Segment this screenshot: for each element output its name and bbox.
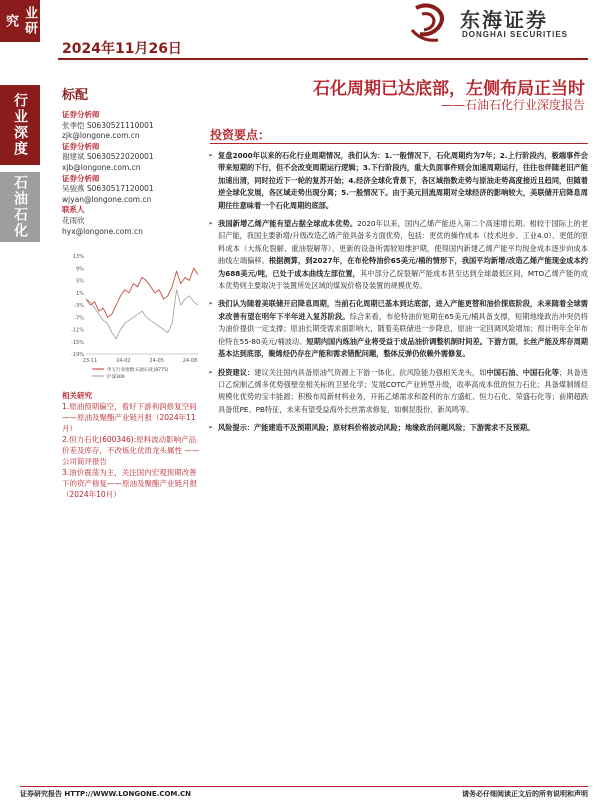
bullet-icon: ➢ [208, 368, 214, 376]
logo-text-en: DONGHAI SECURITIES [462, 30, 569, 39]
header-divider [58, 58, 588, 60]
analyst-name-id: 吴骏燕 S0630517120001 [62, 184, 154, 194]
analyst-entry [62, 174, 202, 206]
logo-text-cn: 东海证券 [460, 8, 548, 32]
bullet-icon: ➢ [208, 300, 214, 308]
point-bold: 复盘2000年以来的石化行业周期情况，我们认为：1.一般情况下，石化周期约为7年；2.上行阶段内，极端事件会带来短期的下行，但不会改变周期运行逻辑；3.下行阶段内，重大负面事件则会加速周期运行，往往也伴随老旧产能加速出清，同时拉近下一轮的复苏开始；4.经济全球化背景下，各区域指数走势与原油走势高度接近且趋同，但随着逆全球化发展，各区域走势出现分离；5.一般情况下。由于美元回流周期对全球经济的影响较大，美联储开启降息周期往往意味着一个石化周期的底部。 [218, 151, 588, 210]
legend-label: 申万行业指数:石油石化(8775) [107, 368, 169, 373]
analyst-email[interactable]: wjyan@longone.com.cn [62, 194, 152, 204]
analyst-email[interactable]: zjk@longone.com.cn [62, 131, 140, 141]
y-tick-label: 13% [72, 254, 84, 260]
footer-disclaimer: 请务必仔细阅读正文后的所有说明和声明 [462, 790, 588, 798]
analyst-email[interactable]: xjb@longone.com.cn [62, 162, 141, 172]
y-tick-label: -11% [71, 327, 84, 334]
point-bold-2: 短期内国内炼油产业将受益于成品油价调整机制时间差。下游方面，长丝产能及库存周期基本达到底部，聚烯烃仍存在产能和需求错配问题，整体反弹仍依赖外需修复。 [218, 336, 588, 359]
bullet-icon: ➢ [208, 424, 214, 432]
report-title: 石化周期已达底部，左侧布局正当时 [313, 79, 585, 99]
x-tick-label: 24-05 [149, 358, 164, 364]
analyst-role: 证券分析师 [62, 141, 100, 151]
analyst-name-id: 张季恺 S0630521110001 [62, 120, 154, 130]
performance-chart [60, 250, 202, 382]
point-bold: 我们认为随着美联储开启降息周期，当前石化周期已基本到达底部，进入产能更替和油价探底阶段，未来随着全球需求改善有望在明年下半年进入复苏阶段。 [218, 299, 588, 321]
point-text-2: 其中部分乙烷裂解产能成本甚至达到全球最低区间，MTO乙烯产能的成本优势则主要取决于装置所处区域的煤炭价格及装置的规模优势。 [218, 268, 588, 291]
left-sidebar [0, 0, 46, 800]
analyst-entry [62, 205, 202, 237]
related-research [62, 390, 202, 500]
footer-source: 证券研究报告 HTTP://WWW.LONGONE.COM.CN [20, 790, 192, 798]
invest-point [208, 367, 588, 417]
y-tick-label: 5% [76, 278, 84, 285]
footer-divider [20, 786, 588, 787]
invest-point [208, 422, 588, 434]
point-text-2: ；具备进口乙烷制乙烯多优势强壁垒相关标的卫星化学；发展COTC产业转型升级，收率高成本低的恒力石化；具备煤制烯烃规模化优势的宝丰能源；积极布局新材料业务，开拓乙烯需求和盈利的东方盛虹、恒力石化、荣盛石化等；前期超跌具备低PE、PB特征，未来有望受益海外长丝需求修复，如桐昆股份、新凤鸣等。 [218, 367, 588, 414]
sidebar-industry-tag: 石油石化 [0, 172, 40, 242]
series-line-1 [86, 290, 198, 339]
x-tick-label: 24-08 [182, 358, 198, 364]
contact-name: 花雨欣 [62, 215, 85, 225]
invest-points [208, 150, 588, 441]
series-line-0 [86, 268, 198, 317]
analyst-entry [62, 142, 202, 174]
contact-email[interactable]: hyx@longone.com.cn [62, 226, 143, 236]
sidebar-section-tag: 行业深度 [0, 85, 40, 165]
point-text: 综合来看，布伦特油价短期在65美元/桶具备支撑，短期地缘政治冲突仍将为油价提供一定支撑；原油长期受需求面影响大，随着美联储进一步降息，原油一定回调风险增加；预计明年全年布伦特在55-80美元/桶波动。 [218, 311, 588, 346]
point-bold-2: 中国石油、中国石化等 [486, 367, 560, 377]
bullet-icon: ➢ [208, 220, 214, 228]
report-date: 2024年11月26日 [62, 41, 182, 57]
invest-point [208, 298, 588, 360]
y-tick-label: -15% [71, 339, 84, 346]
y-tick-label: -7% [74, 315, 84, 322]
point-bold: 投资建议： [218, 367, 255, 377]
bullet-icon: ➢ [208, 152, 214, 159]
y-tick-label: -3% [74, 303, 84, 309]
invest-heading: 投资要点： [210, 128, 271, 142]
contact-role: 联系人 [62, 205, 85, 215]
rating-label: 标配 [62, 88, 89, 103]
invest-divider [210, 143, 588, 144]
y-tick-label: 9% [76, 266, 84, 273]
legend-label: 沪深300 [107, 375, 125, 380]
x-tick-label: 24-02 [116, 358, 131, 364]
analyst-name-id: 谢建斌 S0630522020001 [62, 152, 154, 162]
related-item[interactable]: 1.原油预期偏空，看好下游利润修复空间——原油及聚酯产业链月报（2024年11月） [62, 402, 197, 433]
point-bold: 我国新增乙烯产能有望占据全球成本优势。 [218, 219, 358, 229]
analyst-list [62, 110, 202, 237]
y-tick-label: 1% [76, 290, 84, 297]
analyst-entry [62, 110, 202, 142]
x-tick-label: 23-11 [82, 358, 98, 364]
related-heading: 相关研究 [62, 391, 92, 400]
point-bold-2: 根据测算，到2027年，在布伦特油价65美元/桶的情形下，我国平均新增/改造乙烯产能现金成本约为688美元/吨，已处于成本曲线左部位置， [218, 256, 588, 278]
analyst-role: 证券分析师 [62, 110, 100, 119]
sidebar-top-tag: 业研究 [0, 0, 40, 42]
point-text: 2020年以来，国内乙烯产能进入第二个高速增长期。相较于国际上的老旧产能，我国主要新增/升级改造乙烯产能具备多方面优势，包括：更优的操作成本（技术进步、工业4.0）、更低的原料成本（大炼化裂解、重油裂解等）、更新的设备所需较短维护期，使得国内新建乙烯产能平均现金成本逐步向成本曲线左端偏移。 [218, 219, 588, 266]
y-tick-label: -19% [71, 352, 84, 358]
point-bold: 风险提示：产能建造不及预期风险；原材料价格波动风险；地缘政治问题风险；下游需求不及预期。 [218, 423, 535, 433]
report-subtitle: ——石油石化行业深度报告 [440, 98, 585, 112]
invest-point [208, 150, 588, 212]
point-text: 建议关注国内具备原油气资源上下游一体化、抗风险能力强相关龙头，如 [254, 367, 487, 377]
invest-point [208, 218, 588, 292]
analyst-role: 证券分析师 [62, 173, 100, 183]
related-item[interactable]: 2.恒力石化(600346):原料波动影响产品价差及库存，不改炼化优质龙头属性 ——公司简评报告 [62, 435, 200, 466]
related-item[interactable]: 3.油价震荡为主，关注国内宏观预期改善下的资产修复——原油及聚酯产业链月报（2024年10月） [62, 468, 197, 499]
